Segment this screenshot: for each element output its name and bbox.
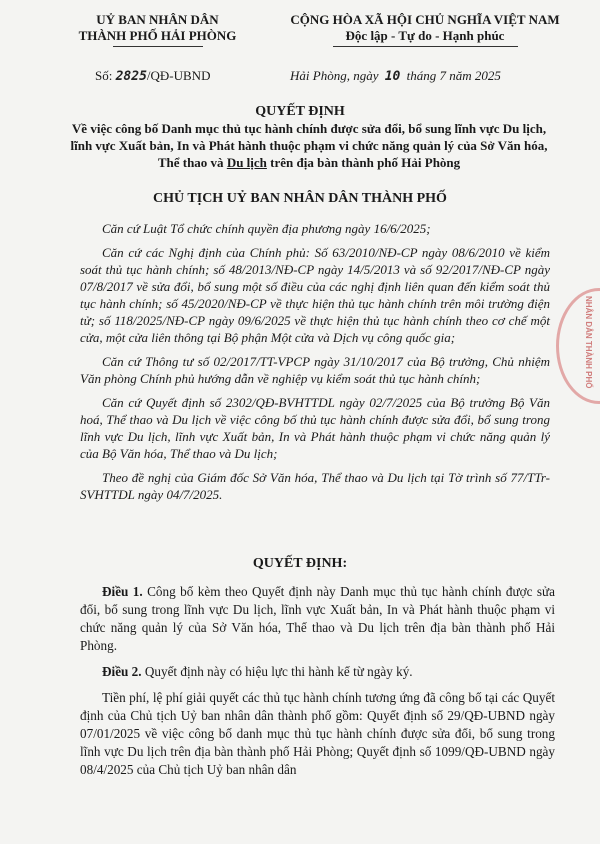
preamble-para: Căn cứ Quyết định số 2302/QĐ-BVHTTDL ngày 02/7/2025 của Bộ trưởng Bộ Văn hoá, Thể thao và Du lịch về việc công bố thủ tục hành chính được sửa đổi, bổ sung trong lĩnh vực Du lịch, lĩnh vực Xuất bản, In và Phát hành thuộc phạm vi chức năng quản lý của Bộ Văn hóa, Thể thao và Du lịch; bbox=[80, 395, 550, 461]
article-2-text: Quyết định này có hiệu lực thi hành kể từ ngày ký. bbox=[141, 664, 413, 679]
org-underline bbox=[113, 46, 203, 47]
closing-paragraph: Tiền phí, lệ phí giải quyết các thủ tục hành chính tương ứng đã công bố tại các Quyết định của Chủ tịch Uỷ ban nhân dân thành phố gồm: Quyết định số 29/QĐ-UBND ngày 07/01/2025 về việc công bố danh mục thủ tục hành chính được sửa đổi, bổ sung trong lĩnh vực Du lịch trên địa bàn thành phố Hải Phòng; Quyết định số 1099/QĐ-UBND ngày 08/4/2025 của Chủ tịch Uỷ ban nhân dân bbox=[80, 690, 555, 777]
date-line bbox=[290, 68, 501, 84]
authority-heading: CHỦ TỊCH UỶ BAN NHÂN DÂN THÀNH PHỐ bbox=[153, 191, 447, 206]
document-number bbox=[95, 68, 210, 84]
date-day: 10 bbox=[384, 69, 401, 84]
article-2-label: Điều 2. bbox=[102, 664, 142, 679]
docno-handwritten: 2825 bbox=[115, 69, 147, 84]
preamble-para: Theo đề nghị của Giám đốc Sở Văn hóa, Thể thao và Du lịch tại Tờ trình số 77/TTr-SVHTTDL ngày 04/7/2025. bbox=[80, 470, 550, 502]
article-2 bbox=[80, 663, 555, 681]
date-year-label: năm bbox=[449, 68, 472, 83]
article-1 bbox=[80, 583, 555, 655]
document-title: QUYẾT ĐỊNH bbox=[255, 104, 345, 119]
preamble-para: Căn cứ các Nghị định của Chính phủ: Số 63/2010/NĐ-CP ngày 08/6/2010 về kiểm soát thủ tục hành chính; số 48/2013/NĐ-CP ngày 14/5/2013 và số 92/2017/NĐ-CP ngày 07/8/2017 về sửa đổi, bổ sung một số điều của các nghị định liên quan đến kiểm soát thủ tục hành chính; số 45/2020/NĐ-CP về thực hiện thủ tục hành chính trên môi trường điện tử; số 118/2025/NĐ-CP ngày 09/6/2025 về thực hiện thủ tục hành chính theo cơ chế một cửa, một cửa liên thông tại Bộ phận Một cửa và Dịch vụ công quốc gia; bbox=[80, 245, 550, 345]
nation-line-1: CỘNG HÒA XÃ HỘI CHỦ NGHĨA VIỆT NAM bbox=[290, 12, 560, 27]
national-motto bbox=[270, 12, 580, 47]
date-month: 7 bbox=[439, 68, 446, 83]
date-month-label: tháng bbox=[406, 68, 437, 83]
org-line-1: UỶ BAN NHÂN DÂN bbox=[96, 12, 219, 27]
article-1-label: Điều 1. bbox=[102, 584, 143, 599]
org-line-2: THÀNH PHỐ HẢI PHÒNG bbox=[78, 28, 237, 43]
decide-heading: QUYẾT ĐỊNH: bbox=[252, 556, 348, 571]
nation-line-2: Độc lập - Tự do - Hạnh phúc bbox=[345, 28, 505, 43]
preamble bbox=[80, 220, 550, 510]
document-subject bbox=[64, 120, 554, 171]
date-year: 2025 bbox=[474, 68, 501, 83]
subject-part-1: Về việc công bố Danh mục thủ tục hành chính được sửa đổi, bổ sung lĩnh vực Du lịch, lĩnh vực Xuất bản, In và Phát hành thuộc phạm vi chức năng quản lý của Sở Văn hóa, Thể thao và bbox=[70, 121, 548, 170]
article-1-text: Công bố kèm theo Quyết định này Danh mục thủ tục hành chính được sửa đổi, bổ sung trong lĩnh vực Du lịch, lĩnh vực Xuất bản, In và Phát hành thuộc phạm vi chức năng quản lý của Sở Văn hóa, Thể thao và Du lịch trên địa bàn thành phố Hải Phòng. bbox=[80, 584, 555, 653]
seal-text: NHÂN DÂN THÀNH PHỐ bbox=[584, 296, 593, 389]
preamble-para: Căn cứ Luật Tổ chức chính quyền địa phương ngày 16/6/2025; bbox=[102, 221, 431, 236]
articles bbox=[80, 583, 555, 787]
preamble-para: Căn cứ Thông tư số 02/2017/TT-VPCP ngày 31/10/2017 của Bộ trưởng, Chủ nhiệm Văn phòng Chính phủ hướng dẫn về nghiệp vụ kiểm soát thủ tục hành chính; bbox=[80, 354, 550, 386]
docno-suffix: /QĐ-UBND bbox=[146, 68, 211, 83]
motto-underline bbox=[333, 46, 518, 47]
docno-prefix: Số: bbox=[95, 68, 113, 83]
subject-part-2: Du lịch bbox=[226, 155, 267, 170]
date-place: Hải Phòng, ngày bbox=[290, 68, 379, 83]
issuing-authority bbox=[40, 12, 275, 47]
subject-part-3: trên địa bàn thành phố Hải Phòng bbox=[266, 155, 461, 170]
